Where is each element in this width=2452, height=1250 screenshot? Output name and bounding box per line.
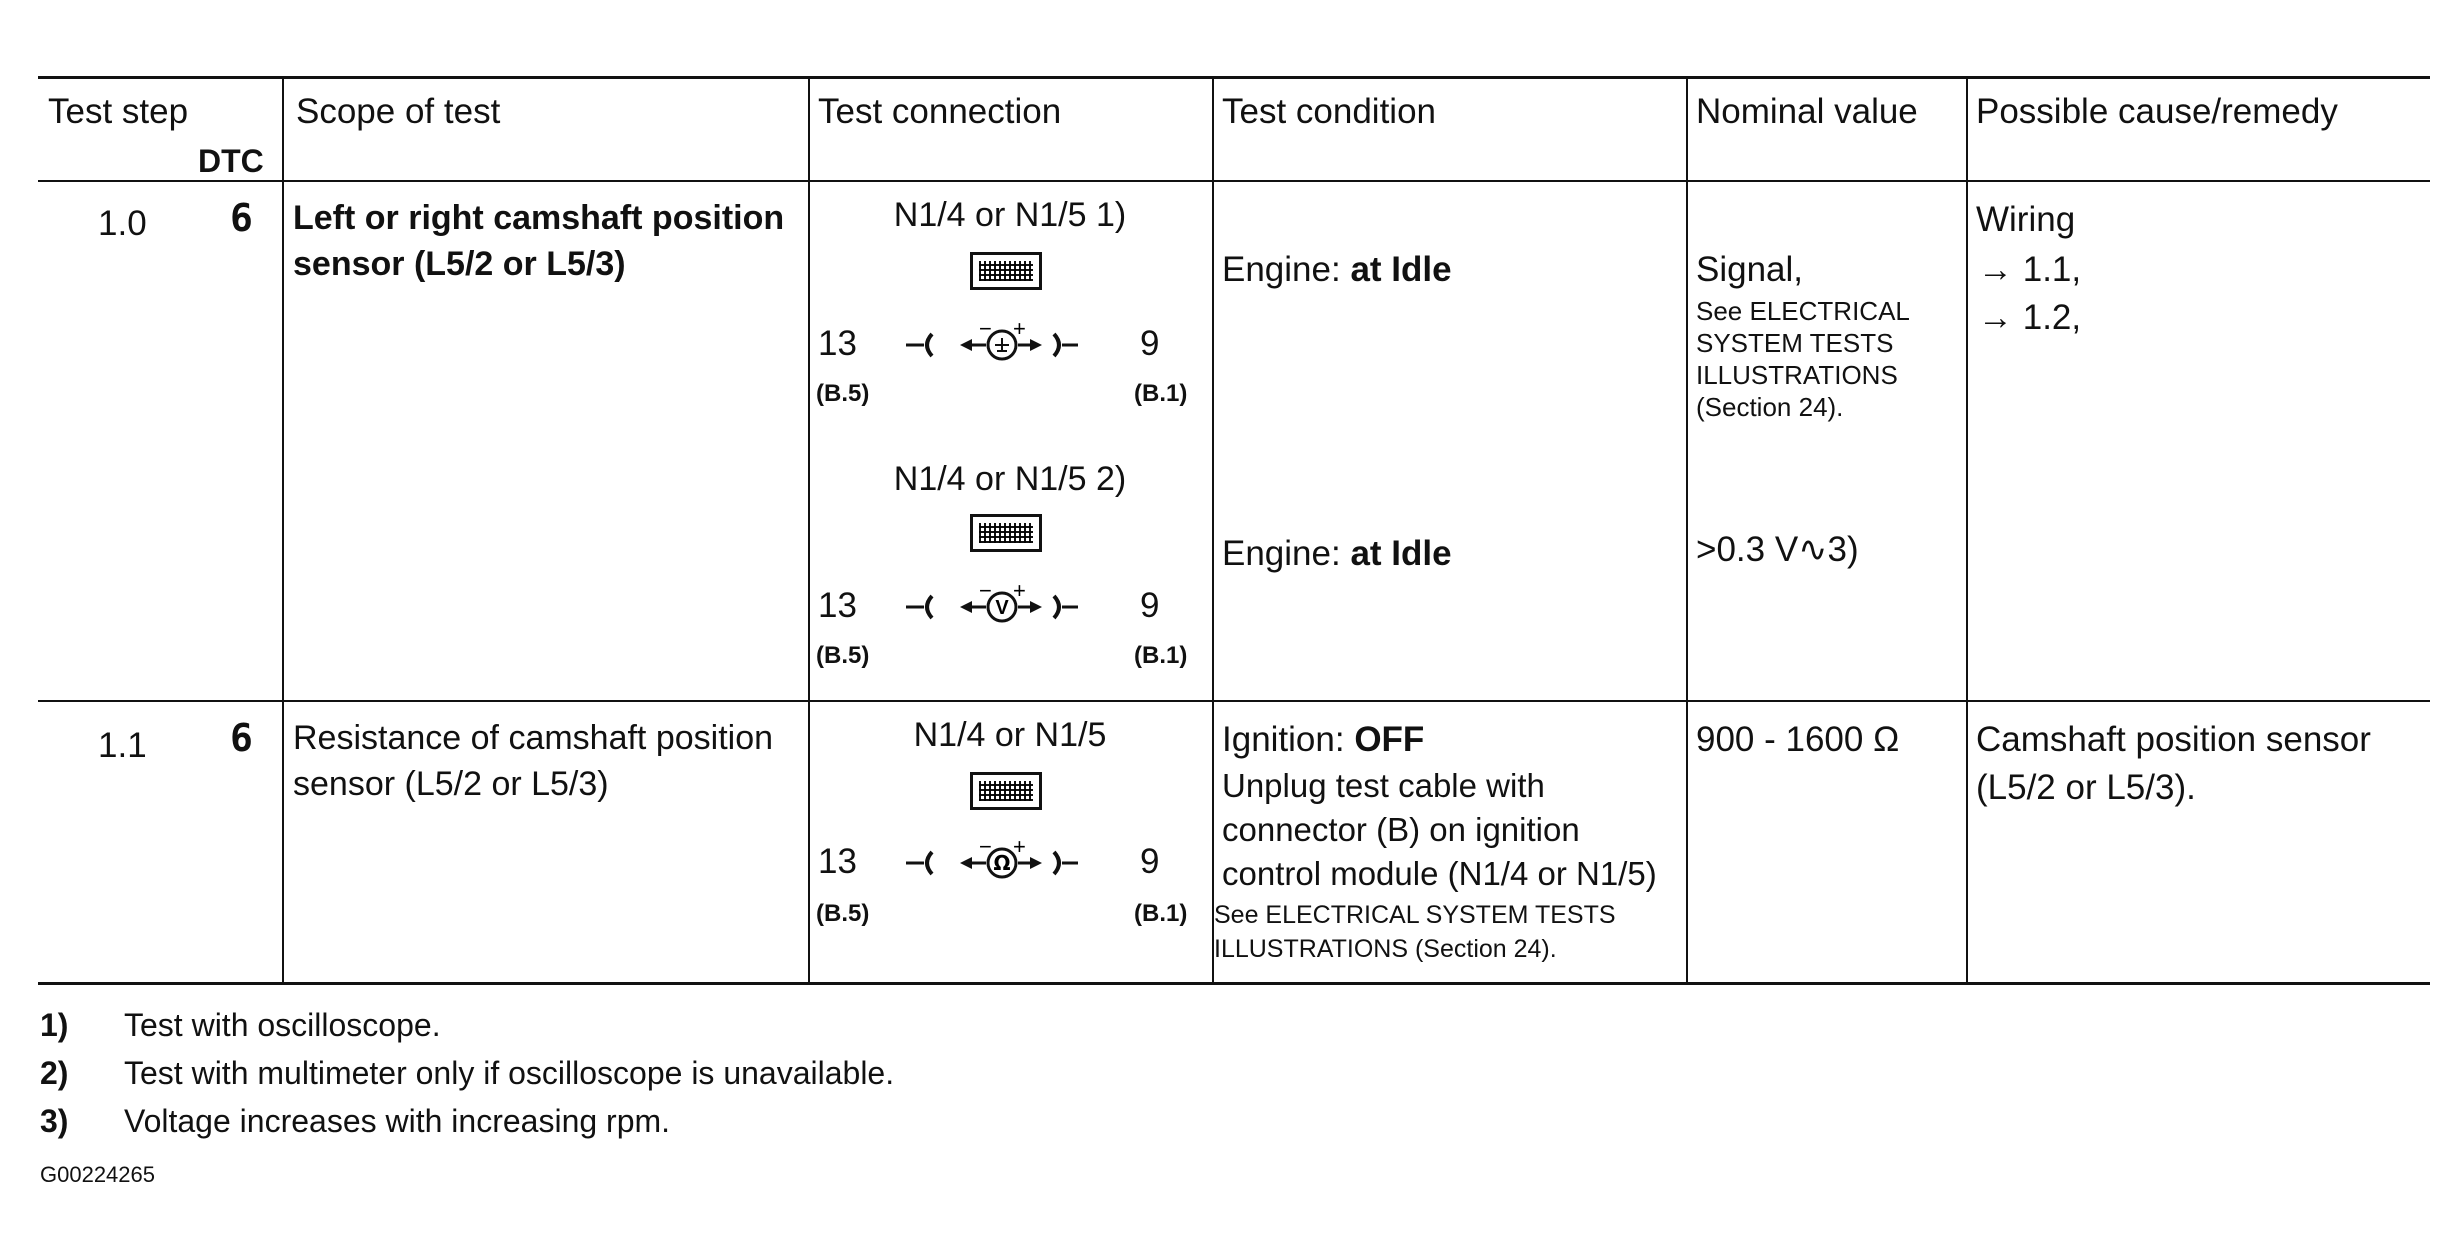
figure-id: G00224265 <box>40 1162 155 1187</box>
row2-scope-line1: Resistance of camshaft position <box>293 719 774 757</box>
row2-dtc: 6 <box>230 716 253 760</box>
tester-icon <box>970 772 1042 810</box>
row1-pin-left-a: 13 <box>818 324 857 363</box>
svg-text:−: − <box>979 316 992 341</box>
row2-cond-note1: See ELECTRICAL SYSTEM TESTS <box>1214 901 1616 929</box>
row2-cond-line3: connector (B) on ignition <box>1222 811 1580 848</box>
row1-pin-right-a: 9 <box>1140 324 1160 363</box>
header-condition: Test condition <box>1222 92 1437 131</box>
row2-cond-line1 <box>1222 716 1424 763</box>
col-divider-3 <box>1212 76 1214 984</box>
row2-pin-right: 9 <box>1140 842 1160 881</box>
row2-step: 1.1 <box>98 726 147 765</box>
header-nominal: Nominal value <box>1696 92 1918 131</box>
row1-cond-b <box>1222 530 1452 577</box>
row1-cond-b-prefix: Engine: <box>1222 534 1341 573</box>
svg-text:−: − <box>979 578 992 603</box>
header-test-step: Test step <box>48 92 189 131</box>
row1-pin-left-b: 13 <box>818 586 857 625</box>
row1-cond-a-prefix: Engine: <box>1222 250 1341 289</box>
row2-scope-line2: sensor (L5/2 or L5/3) <box>293 765 609 803</box>
row1-pin-right-ref-a: (B.1) <box>1134 380 1188 407</box>
row1-cond-a-value: at Idle <box>1350 250 1452 289</box>
row1-bottom-rule <box>38 700 2430 702</box>
col-divider-4 <box>1686 76 1688 984</box>
header-bottom-rule <box>38 180 2430 182</box>
row1-scope-line2: sensor (L5/2 or L5/3) <box>293 245 626 283</box>
footnote-2-text: Test with multimeter only if oscilloscope is unavailable. <box>124 1055 895 1091</box>
svg-text:+: + <box>1013 316 1026 341</box>
row2-cond-note2: ILLUSTRATIONS (Section 24). <box>1214 935 1557 963</box>
header-scope: Scope of test <box>296 92 501 131</box>
header-dtc: DTC <box>198 143 264 179</box>
row2-pin-left: 13 <box>818 842 857 881</box>
row1-pin-right-b: 9 <box>1140 586 1160 625</box>
row2-nominal: 900 - 1600 Ω <box>1696 720 1900 759</box>
row1-cond-a <box>1222 246 1452 293</box>
row2-pin-left-ref: (B.5) <box>816 900 870 927</box>
row1-cause-line2: → 1.1, <box>1978 250 2082 289</box>
row2-conn-label: N1/4 or N1/5 <box>913 716 1107 754</box>
svg-text:+: + <box>1013 578 1026 603</box>
header-cause: Possible cause/remedy <box>1976 92 2338 131</box>
row2-cond-line4: control module (N1/4 or N1/5) <box>1222 855 1657 892</box>
footnote-2-number: 2) <box>40 1055 69 1091</box>
footnote-3-text: Voltage increases with increasing rpm. <box>124 1103 671 1139</box>
row1-pin-left-ref-a: (B.5) <box>816 380 870 407</box>
footnote-1-text: Test with oscilloscope. <box>124 1007 441 1043</box>
row2-cause-line2: (L5/2 or L5/3). <box>1976 768 2196 807</box>
row1-cause-line1: Wiring <box>1976 200 2076 239</box>
svg-text:V: V <box>995 597 1009 619</box>
row2-cond-line2: Unplug test cable with <box>1222 767 1545 804</box>
svg-text:−: − <box>979 834 992 859</box>
row1-conn-a-label: N1/4 or N1/5 1) <box>893 196 1127 234</box>
row2-cause-line1: Camshaft position sensor <box>1976 720 2371 759</box>
row1-step: 1.0 <box>98 204 147 243</box>
svg-text:Ω: Ω <box>993 851 1011 875</box>
row1-nominal-a-note2: SYSTEM TESTS <box>1696 328 1894 358</box>
row1-cond-b-value: at Idle <box>1350 534 1452 573</box>
header-connection: Test connection <box>818 92 1062 131</box>
col-divider-5 <box>1966 76 1968 984</box>
footnote-1-number: 1) <box>40 1007 69 1043</box>
row1-dtc: 6 <box>230 196 253 240</box>
row1-conn-b-label: N1/4 or N1/5 2) <box>893 460 1127 498</box>
footnote-3-number: 3) <box>40 1103 69 1139</box>
row2-pin-right-ref: (B.1) <box>1134 900 1188 927</box>
row2-cond-prefix: Ignition: <box>1222 720 1345 759</box>
row1-nominal-a-note3: ILLUSTRATIONS <box>1696 360 1898 390</box>
row1-cause-line3: → 1.2, <box>1978 298 2082 337</box>
row2-cond-value: OFF <box>1354 720 1425 759</box>
tester-icon <box>970 252 1042 290</box>
row1-pin-right-ref-b: (B.1) <box>1134 642 1188 669</box>
svg-text:+: + <box>1013 834 1026 859</box>
row1-nominal-a-note1: See ELECTRICAL <box>1696 296 1910 326</box>
table-bottom-rule <box>38 982 2430 985</box>
tester-icon <box>970 514 1042 552</box>
row1-pin-left-ref-b: (B.5) <box>816 642 870 669</box>
row1-nominal-a: Signal, <box>1696 250 1804 289</box>
row1-nominal-b: >0.3 V∿3) <box>1696 530 1859 569</box>
row1-nominal-a-note4: (Section 24). <box>1696 392 1844 422</box>
table-top-rule <box>38 76 2430 79</box>
col-divider-1 <box>282 76 284 984</box>
row1-scope-line1: Left or right camshaft position <box>293 199 785 237</box>
